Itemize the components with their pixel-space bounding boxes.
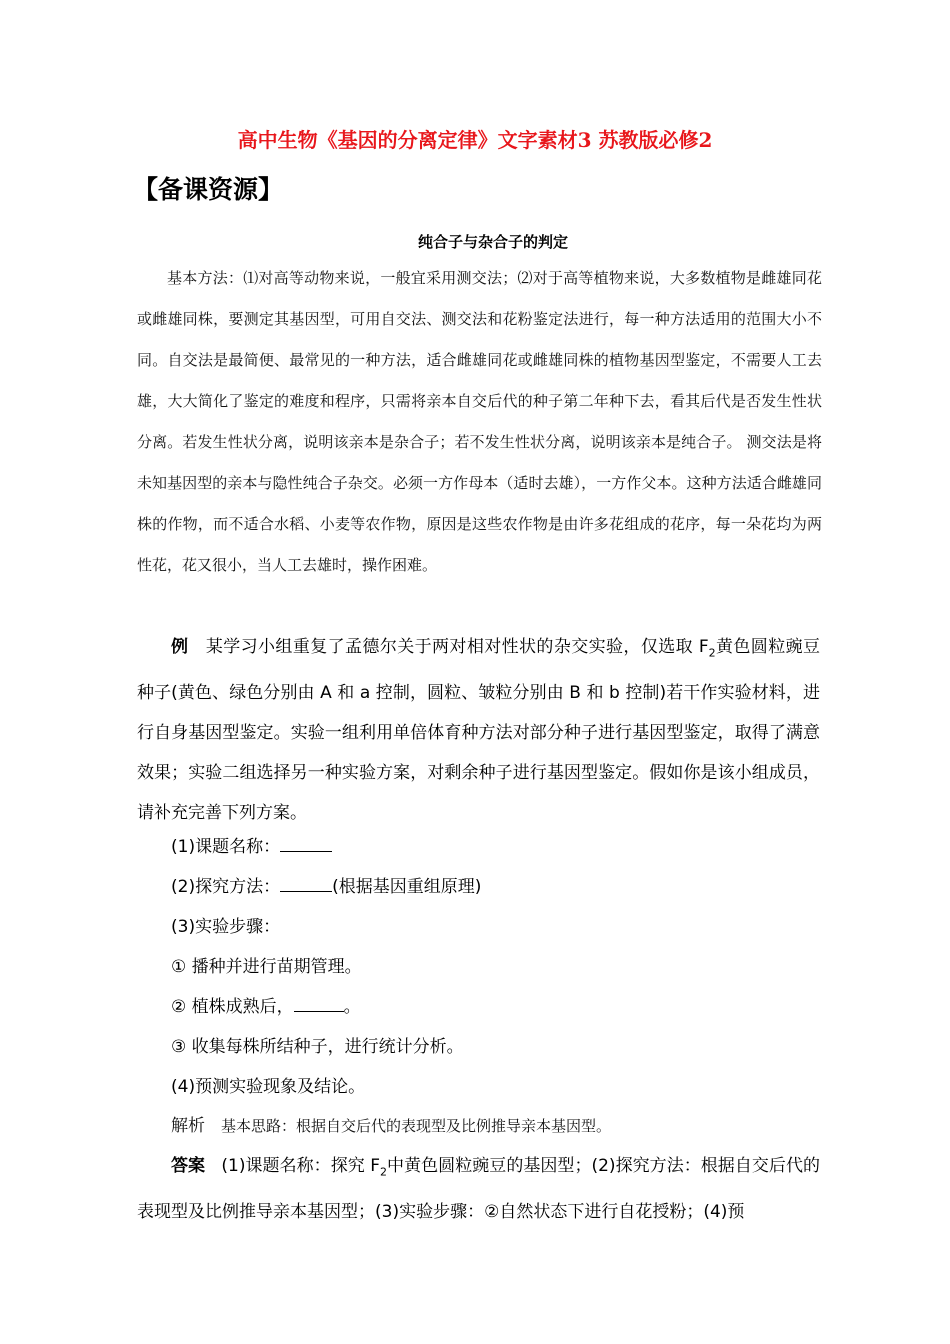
blank-line — [280, 833, 332, 852]
step-2 — [171, 987, 821, 1027]
question-list — [171, 827, 821, 1107]
question-4: (4)预测实验现象及结论。 — [171, 1077, 366, 1097]
answer-paragraph — [137, 1146, 820, 1233]
analysis-text: 基本思路：根据自交后代的表现型及比例推导亲本基因型。 — [221, 1117, 612, 1135]
question-1-text: (1)课题名称： — [171, 837, 281, 857]
analysis-label: 解析 — [171, 1116, 205, 1136]
answer-text-b: 中黄色圆粒豌豆的基因型；(2)探究方法：根据自交后代的表现型及比例推导亲本基因型；(3)实验步骤：②自然状态下进行自花授粉；(4)预 — [137, 1156, 820, 1223]
section-heading: 【备课资源】 — [133, 175, 284, 204]
question-1 — [171, 827, 821, 867]
step-2-end: 。 — [343, 997, 361, 1017]
example-text-b: 黄色圆粒豌豆种子(黄色、绿色分别由 A 和 a 控制，圆粒、皱粒分别由 B 和 b 控制)若干作实验材料，进行自身基因型鉴定。实验一组利用单倍体育种方法对部分种子进行基因型鉴定，取得了满意效果；实验二组选择另一种实验方案，对剩余种子进行基因型鉴定。假如你是该小组成员，请补充完善下列方案。 — [137, 637, 821, 824]
answer-subscript: 2 — [380, 1165, 388, 1179]
method-paragraph: 基本方法：⑴对高等动物来说，一般宜采用测交法；⑵对于高等植物来说，大多数植物是雌雄同花或雌雄同株，要测定其基因型，可用自交法、测交法和花粉鉴定法进行，每一种方法适用的范围大小不同。自交法是最简便、最常见的一种方法，适合雌雄同花或雌雄同株的植物基因型鉴定，不需要人工去雄，大大简化了鉴定的难度和程序，只需将亲本自交后代的种子第二年种下去，看其后代是否发生性状分离。若发生性状分离，说明该亲本是杂合子；若不发生性状分离，说明该亲本是纯合子。 测交法是将未知基因型的亲本与隐性纯合子杂交。必须一方作母本（适时去雄），一方作父本。这种方法适合雌雄同株的作物，而不适合水稻、小麦等农作物，原因是这些农作物是由许多花组成的花序，每一朵花均为两性花，花又很小，当人工去雄时，操作困难。 — [137, 269, 822, 574]
step-3: ③ 收集每株所结种子，进行统计分析。 — [171, 1037, 464, 1057]
question-2-text: (2)探究方法： — [171, 877, 281, 897]
analysis-line — [171, 1106, 821, 1146]
example-label: 例 — [171, 637, 189, 657]
subtitle: 纯合子与杂合子的判定 — [417, 233, 568, 251]
answer-text-a: (1)课题名称：探究 F — [221, 1156, 381, 1176]
example-subscript: 2 — [708, 646, 716, 660]
answer-label: 答案 — [171, 1156, 206, 1176]
step-2-text: ② 植株成熟后， — [171, 997, 294, 1017]
document-title: 高中生物《基因的分离定律》文字素材3 苏教版必修2 — [237, 128, 713, 152]
question-2-note: (根据基因重组原理) — [332, 877, 482, 897]
example-paragraph — [137, 627, 820, 833]
step-1: ① 播种并进行苗期管理。 — [171, 957, 362, 977]
example-text-a: 某学习小组重复了孟德尔关于两对相对性状的杂交实验，仅选取 F — [205, 637, 709, 657]
question-3: (3)实验步骤： — [171, 917, 281, 937]
blank-line — [280, 873, 332, 892]
blank-line — [294, 993, 344, 1012]
question-2 — [171, 867, 821, 907]
